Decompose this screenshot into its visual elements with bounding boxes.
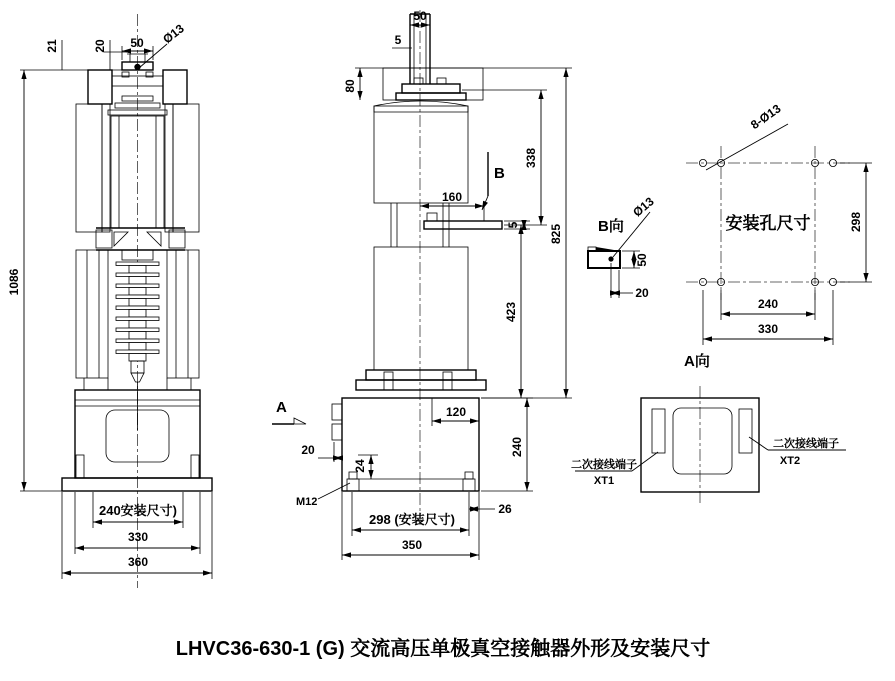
dim-120-label: 120	[445, 405, 467, 419]
xt1-terminal-label: 二次接线端子	[571, 459, 637, 471]
dim-5-top-label: 5	[394, 33, 402, 47]
dim-50-label: 50	[130, 36, 144, 50]
drawing-title: LHVC36-630-1 (G) 交流高压单极真空接触器外形及安装尺寸	[175, 638, 711, 660]
dim-26-label: 26	[498, 502, 512, 516]
dim-24-label: 24	[353, 459, 367, 473]
mounting-dim-330-label: 330	[757, 322, 779, 336]
dim-338-label: 338	[524, 147, 538, 169]
xt1-terminal-id: XT1	[593, 475, 615, 487]
thread-m12-label: M12	[296, 496, 318, 508]
mounting-dim-240-label: 240	[757, 297, 779, 311]
dim-298-install-label: 298 (安装尺寸)	[369, 512, 455, 527]
b-view-dim-20-label: 20	[635, 286, 649, 300]
mounting-view-title: 安装孔尺寸	[725, 214, 811, 233]
dim-423-label: 423	[504, 301, 518, 323]
dim-360-label: 360	[127, 555, 149, 569]
b-view-d13-label: Ø13	[630, 194, 657, 220]
a-view-title: A向	[684, 353, 710, 370]
dim-20-label: 20	[93, 39, 107, 53]
mounting-dim-298-label: 298	[849, 211, 863, 233]
xt2-terminal-label: 二次接线端子	[773, 438, 839, 450]
dim-50-top-label: 50	[413, 9, 427, 23]
section-b-label: B	[494, 165, 505, 182]
dim-80-label: 80	[343, 79, 357, 93]
dim-240-label: 240	[510, 436, 524, 458]
b-view-title: B向	[598, 218, 624, 235]
xt2-terminal-id: XT2	[779, 455, 801, 467]
holes-count-label: 8-Ø13	[748, 101, 784, 133]
dim-240-install-label: 240安装尺寸)	[98, 503, 178, 518]
dim-5-mid-label: 5	[506, 221, 520, 229]
section-a-label: A	[276, 399, 287, 416]
dim-d13-label: Ø13	[160, 21, 187, 47]
dim-350-label: 350	[401, 538, 423, 552]
b-bracket-hole	[608, 256, 613, 261]
dim-330-label: 330	[127, 530, 149, 544]
dim-825-label: 825	[549, 223, 563, 245]
dim-1086-label: 1086	[7, 268, 21, 296]
b-view-dim-50-label: 50	[635, 253, 649, 267]
dim-160-label: 160	[441, 190, 463, 204]
dim-21-label: 21	[45, 39, 59, 53]
dim-20-label: 20	[301, 443, 315, 457]
